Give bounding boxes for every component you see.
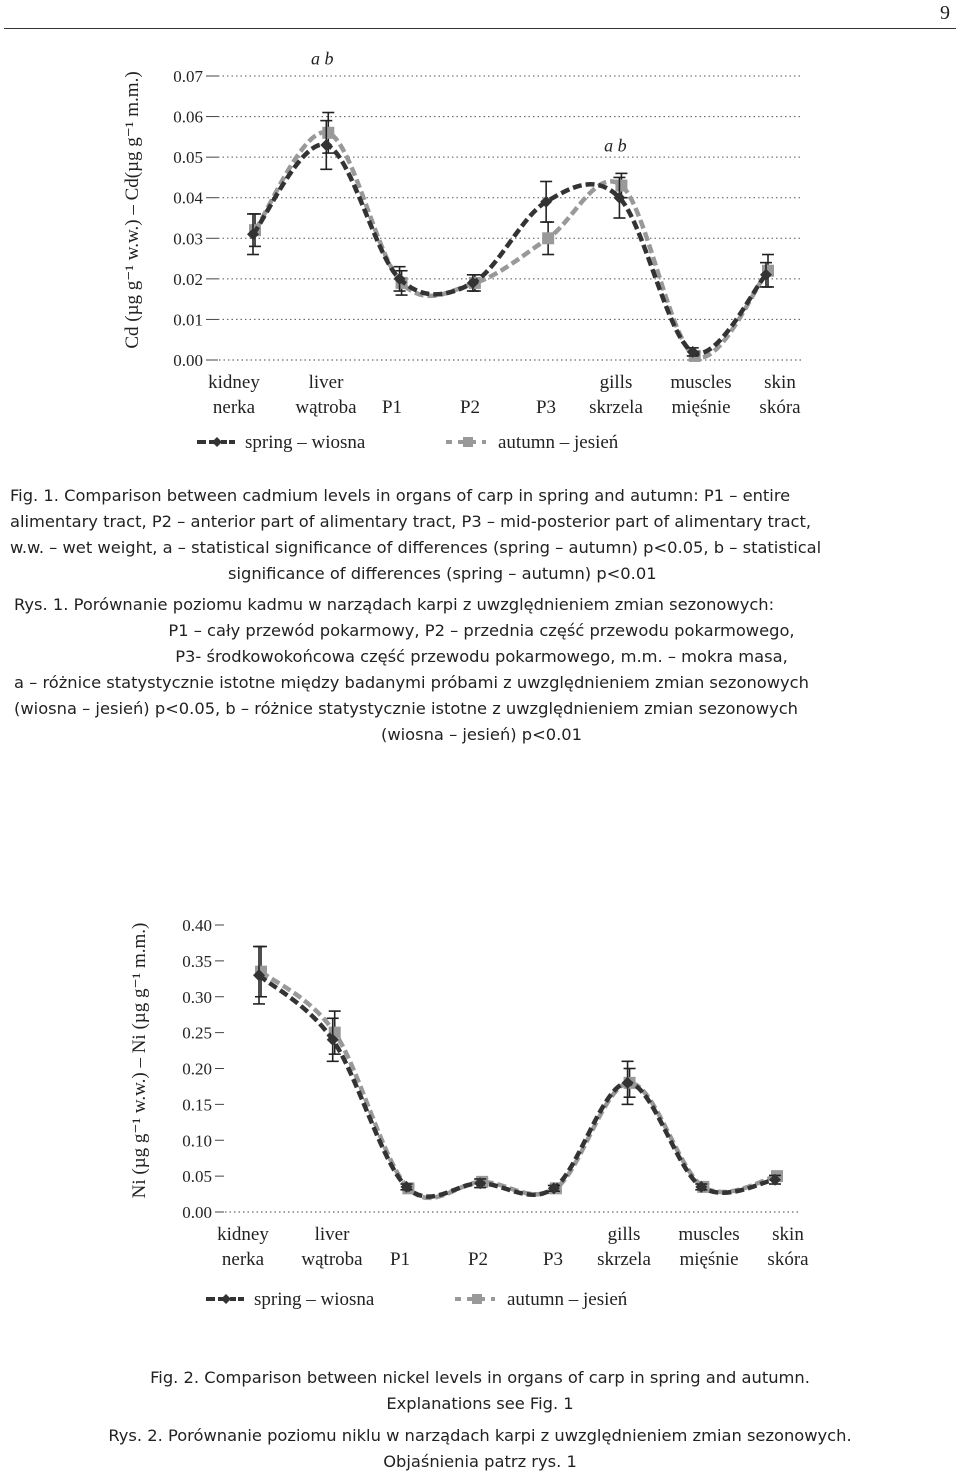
legend-label-spring: spring – wiosna — [254, 1289, 375, 1310]
x-category-label: wątroba — [301, 1249, 363, 1270]
x-category-label: skóra — [759, 397, 801, 418]
caption-line: alimentary tract, P2 – anterior part of alimentary tract, P3 – mid-posterior part of alimentary tract, — [10, 512, 812, 531]
legend-marker-autumn — [463, 437, 473, 447]
x-category-label: gills — [607, 1224, 641, 1245]
caption-line: Explanations see Fig. 1 — [386, 1394, 574, 1413]
caption-line: Rys. 1. Porównanie poziomu kadmu w narządach karpi z uwzględnieniem zmian sezonowych: — [14, 595, 775, 614]
y-tick-label: 0.02 — [173, 269, 203, 289]
figure1-caption-pl — [14, 592, 949, 748]
y-tick-label: 0.10 — [182, 1131, 212, 1151]
x-category-label: P3 — [542, 1249, 564, 1270]
data-point-autumn — [322, 127, 334, 139]
caption-line: (wiosna – jesień) p<0.05, b – różnice statystycznie istotne z uwzględnieniem zmian sezonowych — [14, 699, 798, 718]
caption-line: Rys. 2. Porównanie poziomu niklu w narządach karpi z uwzględnieniem zmian sezonowych. — [108, 1426, 852, 1445]
figure2-captions — [20, 1365, 940, 1475]
legend-marker-autumn — [472, 1294, 482, 1304]
y-tick-label: 0.40 — [182, 916, 212, 935]
cadmium-chart — [0, 40, 960, 470]
y-tick-label: 0.00 — [182, 1203, 212, 1222]
x-category-label: muscles — [670, 372, 732, 393]
x-category-label: nerka — [221, 1249, 265, 1270]
y-tick-label: 0.25 — [182, 1023, 212, 1043]
y-tick-label: 0.07 — [173, 67, 203, 86]
x-category-label: mięśnie — [679, 1249, 739, 1270]
x-category-label: skrzela — [589, 397, 643, 418]
x-category-label: skin — [772, 1224, 804, 1245]
series-line-spring — [259, 975, 775, 1196]
caption-line: w.w. – wet weight, a – statistical significance of differences (spring – autumn) p<0.05, b – statistical — [10, 538, 822, 557]
y-tick-label: 0.20 — [182, 1059, 212, 1079]
nickel-chart — [0, 895, 960, 1325]
legend-label-autumn: autumn – jesień — [507, 1289, 628, 1310]
page-number: 9 — [940, 2, 950, 24]
y-tick-label: 0.35 — [182, 951, 212, 971]
x-category-label: liver — [308, 372, 344, 393]
x-category-label: skin — [764, 372, 796, 393]
caption-line: Objaśnienia patrz rys. 1 — [383, 1452, 577, 1471]
x-category-label: kidney — [217, 1224, 269, 1245]
y-tick-label: 0.05 — [173, 148, 203, 168]
y-tick-label: 0.15 — [182, 1095, 212, 1115]
x-category-label: P2 — [459, 397, 481, 418]
y-tick-label: 0.03 — [173, 229, 203, 249]
x-category-label: P1 — [381, 397, 403, 418]
series-line-autumn — [261, 972, 777, 1198]
figure1-caption-en — [10, 483, 955, 587]
data-point-autumn — [542, 232, 554, 244]
x-category-label: P1 — [389, 1249, 411, 1270]
legend-label-spring: spring – wiosna — [245, 432, 366, 453]
caption-line: P3- środkowokońcowa część przewodu pokarmowego, m.m. – mokra masa, — [175, 647, 788, 666]
x-category-label: wątroba — [295, 397, 357, 418]
legend-label-autumn: autumn – jesień — [498, 432, 619, 453]
x-category-label: skóra — [767, 1249, 809, 1270]
x-category-label: P3 — [535, 397, 557, 418]
legend-marker-spring — [212, 437, 222, 447]
x-category-label: mięśnie — [671, 397, 731, 418]
caption-line: significance of differences (spring – autumn) p<0.01 — [228, 564, 657, 583]
x-category-label: skrzela — [597, 1249, 651, 1270]
y-axis-label: Ni (µg g⁻¹ w.w.) – Ni (µg g⁻¹ m.m.) — [129, 922, 150, 1199]
caption-line: P1 – cały przewód pokarmowy, P2 – przednia część przewodu pokarmowego, — [168, 621, 795, 640]
y-tick-label: 0.06 — [173, 107, 203, 127]
significance-label: a b — [604, 135, 627, 156]
legend-marker-spring — [221, 1294, 231, 1304]
x-category-label: gills — [599, 372, 633, 393]
x-category-label: nerka — [212, 397, 256, 418]
y-tick-label: 0.05 — [182, 1167, 212, 1187]
header-rule — [4, 28, 956, 29]
y-tick-label: 0.04 — [173, 188, 203, 208]
y-axis-label: Cd (µg g⁻¹ w.w.) – Cd(µg g⁻¹ m.m.) — [122, 71, 143, 349]
y-tick-label: 0.01 — [173, 310, 203, 330]
series-line-autumn — [255, 132, 768, 357]
caption-line: a – różnice statystycznie istotne między badanymi próbami z uwzględnieniem zmian sezonowych — [14, 673, 809, 692]
x-category-label: liver — [314, 1224, 350, 1245]
caption-line: Fig. 1. Comparison between cadmium levels in organs of carp in spring and autumn: P1 – entire — [10, 486, 791, 505]
y-tick-label: 0.00 — [173, 351, 203, 370]
x-category-label: muscles — [678, 1224, 740, 1245]
caption-line: Fig. 2. Comparison between nickel levels in organs of carp in spring and autumn. — [150, 1368, 810, 1387]
caption-line: (wiosna – jesień) p<0.01 — [380, 725, 583, 744]
x-category-label: P2 — [467, 1249, 489, 1270]
series-line-spring — [253, 144, 766, 353]
x-category-label: kidney — [208, 372, 260, 393]
significance-label: a b — [311, 48, 334, 69]
y-tick-label: 0.30 — [182, 987, 212, 1007]
data-point-autumn — [615, 180, 627, 192]
